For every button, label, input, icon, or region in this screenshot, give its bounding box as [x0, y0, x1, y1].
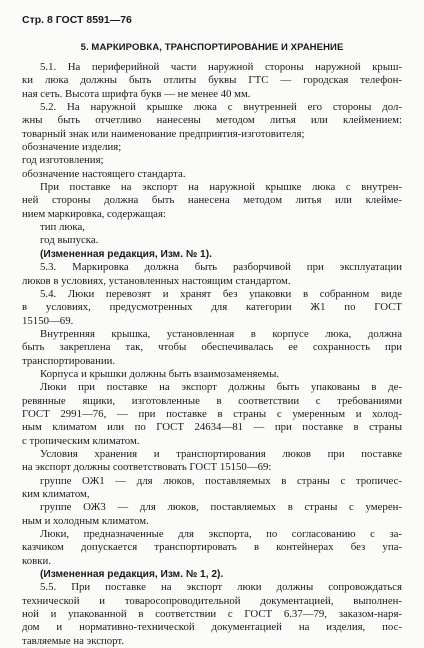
text-line: группе ОЖ3 — для люков, поставляемых в страны с умерен-: [40, 501, 402, 514]
text-line: год изготовления;: [22, 154, 104, 167]
text-line: Внутренняя крышка, установленная в корпусе люка, должна: [40, 327, 402, 340]
text-line: технической и товаросопроводительной документацией, выполнен-: [22, 594, 402, 607]
text-line: год выпуска.: [40, 234, 99, 247]
text-line: ким климатом,: [22, 488, 90, 500]
document-body: [22, 61, 402, 648]
text-line: ная сеть. Высота шрифта букв — не менее 40 мм.: [22, 87, 251, 100]
text-line: обозначение настоящего стандарта.: [22, 167, 186, 180]
text-line: тип люка,: [40, 221, 86, 234]
text-line: ным климатом или по ГОСТ 24634—81 — при поставке в страны: [22, 421, 402, 434]
text-line: 5.5. При поставке на экспорт люки должны сопровождаться: [40, 581, 402, 594]
text-line: в условиях, предусмотренных для категории Ж1 по ГОСТ: [22, 301, 402, 314]
text-line: быть закреплена так, чтобы обеспечивалась ее сохранность при: [22, 341, 402, 354]
text-line: 5.4. Люки перевозят и хранят без упаковки в собранном виде: [40, 287, 402, 300]
text-line: (Измененная редакция, Изм. № 1, 2).: [40, 569, 224, 581]
text-line: ГОСТ 2991—76, — при поставке в страны с умеренным и холод-: [22, 407, 402, 420]
text-line: тавляемые на экспорт.: [22, 634, 125, 647]
text-line: жны быть отчетливо нанесены методом литья или клеймением:: [22, 114, 402, 127]
text-line: 5.2. На наружной крышке люка с внутренней его стороны дол-: [40, 101, 402, 114]
text-line: ревянные ящики, изготовленные в соответствии с требованиями: [22, 394, 402, 407]
text-line: нием маркировка, содержащая:: [22, 207, 166, 220]
text-line: товарный знак или наименование предприятия-изготовителя;: [22, 127, 305, 140]
text-line: При поставке на экспорт на наружной крышке люка с внутрен-: [40, 181, 402, 194]
text-line: люков в условиях, установленных настоящим стандартом.: [22, 274, 291, 287]
text-line: Условия хранения и транспортирования люков при поставке: [40, 447, 402, 460]
text-line: казчиком допускается транспортировать в контейнерах без упа-: [22, 541, 402, 554]
text-line: Люки, предназначенные для экспорта, по согласованию с за-: [40, 528, 402, 541]
text-line: ковки.: [22, 554, 51, 567]
text-line: с тропическим климатом.: [22, 434, 140, 447]
text-line: Люки при поставке на экспорт должны быть упакованы в де-: [40, 381, 402, 394]
text-line: группе ОЖ1 — для люков, поставляемых в страны с тропичес-: [40, 474, 402, 487]
page-header: Стр. 8 ГОСТ 8591—76: [22, 14, 132, 26]
text-line: 5.3. Маркировка должна быть разборчивой при эксплуатации: [40, 261, 402, 274]
text-line: обозначение изделия;: [22, 141, 122, 154]
text-line: ки люка должны быть отлиты буквы ГТС — городская телефон-: [22, 74, 402, 87]
text-line: дом и нормативно-технической документацией на изделия, пос-: [22, 621, 402, 634]
text-line: Корпуса и крышки должны быть взаимозаменяемы.: [40, 367, 280, 380]
text-line: транспортировании.: [22, 354, 116, 367]
text-line: ной и упакованной в соответствии с ГОСТ 6.37—79, заказом-наря-: [22, 608, 402, 621]
text-line: ней стороны должна быть нанесена методом литья или клейме-: [22, 194, 402, 207]
section-title: 5. МАРКИРОВКА, ТРАНСПОРТИРОВАНИЕ И ХРАНЕНИЕ: [80, 42, 344, 53]
text-line: на экспорт должны соответствовать ГОСТ 15150—69:: [22, 461, 272, 474]
text-line: ным и холодным климатом.: [22, 514, 149, 527]
text-line: 15150—69.: [22, 314, 74, 327]
text-line: (Измененная редакция, Изм. № 1).: [40, 248, 212, 260]
text-line: 5.1. На периферийной части наружной стороны наружной крыш-: [40, 61, 402, 73]
